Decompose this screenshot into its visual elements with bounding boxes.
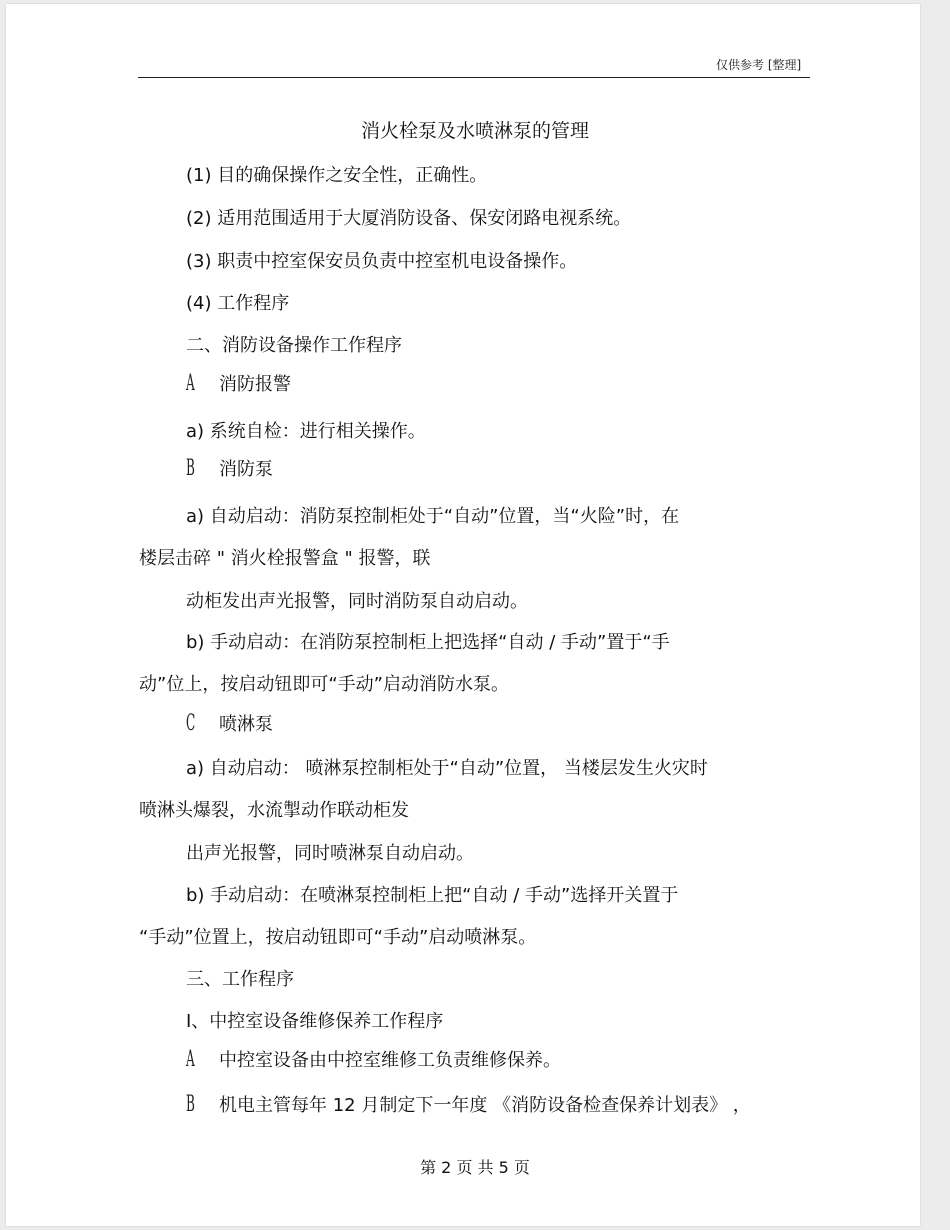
- header-note: 仅供参考 [整理]: [716, 58, 802, 72]
- body-line: “手动”位置上，按启动钮即可“手动”启动喷淋泵。: [139, 927, 537, 948]
- body-line: b) 手动启动：在喷淋泵控制柜上把“自动 / 手动”选择开关置于: [186, 885, 679, 906]
- body-line: (3) 职责中控室保安员负责中控室机电设备操作。: [186, 251, 578, 272]
- document-title: 消火栓泵及水喷淋泵的管理: [360, 120, 589, 142]
- document-page: [6, 4, 920, 1226]
- header-rule: [138, 77, 810, 78]
- item-marker: C: [186, 711, 196, 736]
- list-item: C 喷淋泵: [186, 711, 273, 736]
- body-line: 出声光报警，同时喷淋泵自动启动。: [186, 843, 474, 864]
- section-heading: 二、消防设备操作工作程序: [186, 335, 402, 356]
- list-item: B 消防泵: [186, 456, 273, 481]
- item-marker: B: [186, 1092, 195, 1117]
- body-line: 楼层击碎 " 消火栓报警盒 " 报警，联: [139, 548, 431, 569]
- body-line: 动”位上，按启动钮即可“手动”启动消防水泵。: [139, 674, 509, 695]
- page-footer: 第 2 页 共 5 页: [420, 1158, 530, 1177]
- section-heading: 三、工作程序: [186, 969, 294, 990]
- body-line: a) 系统自检：进行相关操作。: [186, 421, 426, 442]
- item-marker: A: [186, 1047, 195, 1072]
- item-marker: A: [186, 371, 195, 396]
- body-line: (4) 工作程序: [186, 293, 290, 314]
- body-line: b) 手动启动：在消防泵控制柜上把选择“自动 / 手动”置于“手: [186, 632, 670, 653]
- body-line: a) 自动启动：消防泵控制柜处于“自动”位置，当“火险”时，在: [186, 506, 680, 527]
- list-item: B 机电主管每年 12 月制定下一年度 《消防设备检查保养计划表》 ，: [186, 1092, 751, 1117]
- subsection-heading: I、中控室设备维修保养工作程序: [186, 1011, 444, 1032]
- list-item: A 中控室设备由中控室维修工负责维修保养。: [186, 1047, 561, 1072]
- body-line: (1) 目的确保操作之安全性，正确性。: [186, 165, 488, 186]
- body-line: 喷淋头爆裂，水流掣动作联动柜发: [139, 800, 409, 821]
- body-line: 动柜发出声光报警，同时消防泵自动启动。: [186, 591, 528, 612]
- body-line: a) 自动启动： 喷淋泵控制柜处于“自动”位置， 当楼层发生火灾时: [186, 758, 708, 779]
- body-line: (2) 适用范围适用于大厦消防设备、保安闭路电视系统。: [186, 208, 632, 229]
- item-marker: B: [186, 456, 195, 481]
- list-item: A 消防报警: [186, 371, 291, 396]
